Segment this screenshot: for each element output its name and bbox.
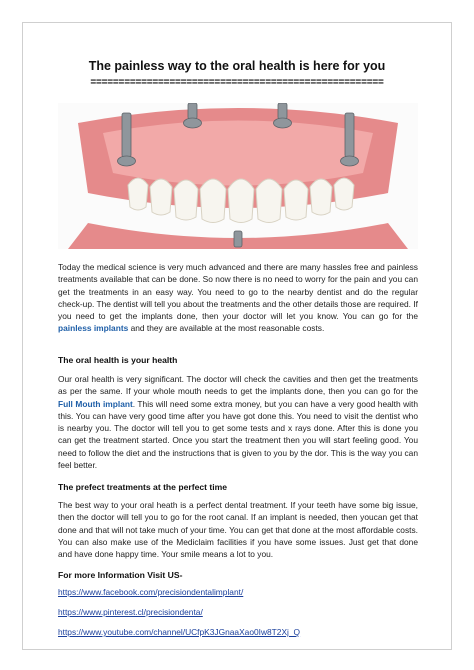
full-mouth-implant-link[interactable]: Full Mouth implant xyxy=(58,398,133,409)
intro-paragraph xyxy=(58,261,418,335)
painless-implants-link[interactable]: painless implants xyxy=(58,323,129,334)
title-underline-rule: ==================================================== xyxy=(90,77,384,88)
page-title: The painless way to the oral health is here for you xyxy=(88,59,386,73)
dental-implant-illustration-icon xyxy=(58,103,418,249)
youtube-link[interactable]: https://www.youtube.com/channel/UCfpK3JGnaaXao0Iw8T2Xj_Q xyxy=(58,627,301,637)
pinterest-link[interactable]: https://www.pinterest.cl/precisiondenta/ xyxy=(58,607,203,617)
intro-text-b: and they are available at the most reasonable costs. xyxy=(128,323,325,334)
oral-health-paragraph xyxy=(58,373,418,471)
treatments-paragraph: The best way to your oral heath is a perfect dental treatment. If your teeth have some big issue, then the doctor will tell you to go for the root canal. If an implant is needed, then youcan get that done and that will not take much of your time. You can get that done at the most affordable costs. You can also make use of the Mediclaim facilities if you have some issues. Just get that done and have done happy time. Your smile means a lot to you. xyxy=(58,500,418,560)
heading-more-info: For more Information Visit US- xyxy=(58,570,183,580)
oral-text-b: . This will need some extra money, but you can have a very good health with this. You can have very good time after you have got done this. You need to visit the dentist who is nearby you. The doctor will tell you to get some tests and x rays done. After this is done you can get the treatment started. Once you start the treatment then you will start feeling good. You need to follow the diet and the instructions that is given to you by the dor. This is the way you can feel better. xyxy=(58,398,418,471)
document-page xyxy=(22,22,452,650)
heading-perfect-treatments: The prefect treatments at the perfect time xyxy=(58,482,228,492)
facebook-link[interactable]: https://www.facebook.com/precisiondentalimplant/ xyxy=(58,587,244,597)
heading-oral-health: The oral health is your health xyxy=(58,355,178,365)
oral-text-a: Our oral health is very significant. The doctor will check the cavities and then get the treatments as per the same. If your whole mouth needs to get the implants done, then you can go for the xyxy=(58,374,418,397)
intro-text-a: Today the medical science is very much advanced and there are many hassles free and painless treatments available that can be done. So now there is no need to worry for the pain and you can get the treatments in an easy way. You need to go to the nearby dentist and do the regular check-up. The dentist will tell you about the treatments and the other details those are required. If you need to get the implants done, then your doctor will let you know. You can go for the xyxy=(58,262,418,322)
